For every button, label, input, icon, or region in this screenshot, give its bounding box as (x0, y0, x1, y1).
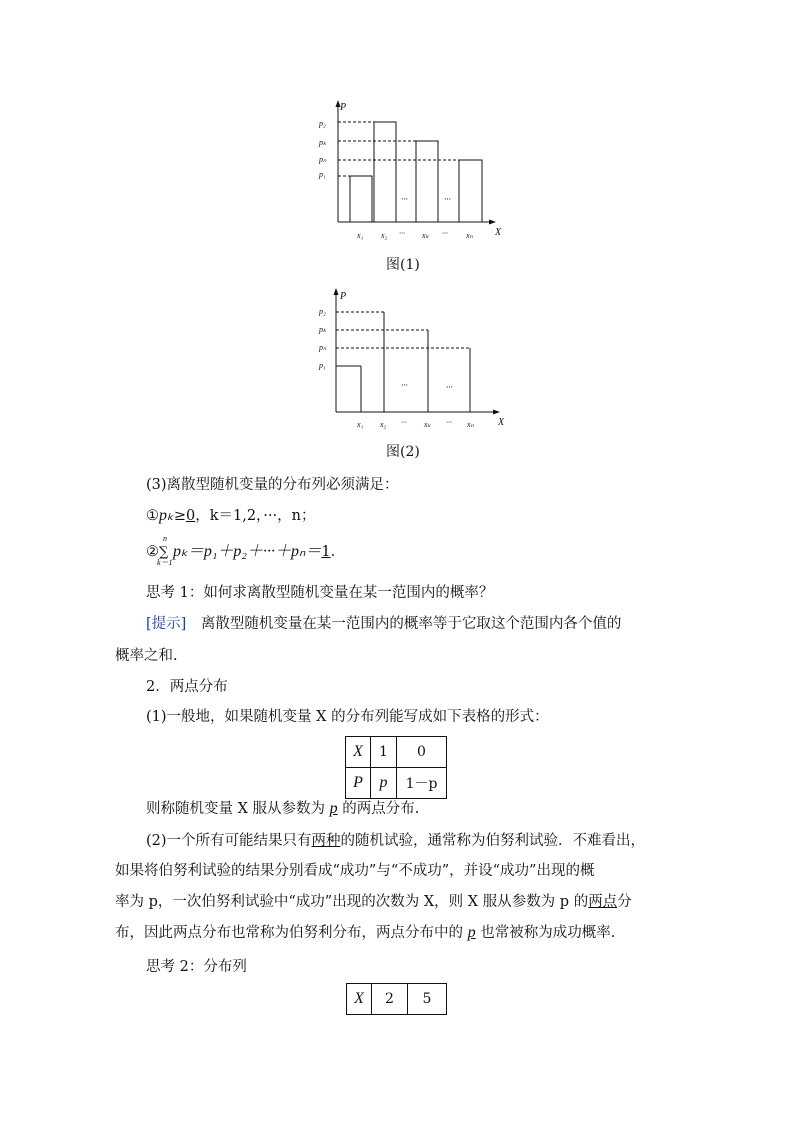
figure-1-bar-chart (312, 96, 512, 246)
fig1-ytick-p2: p₂ (319, 119, 326, 128)
table-row (346, 768, 447, 799)
cond2-end: . (330, 544, 336, 560)
p2-l1-b: 的随机试验，通常称为伯努利试验．不难看出， (340, 833, 646, 849)
paragraph-2-line-2: 如果将伯努利试验的结果分别看成“成功”与“不成功”，并设“成功”出现的概 (115, 863, 595, 879)
fig2-xtick-xn: xₙ (467, 420, 474, 429)
fig2-ytick-p1: p₁ (319, 361, 326, 370)
fig1-ytick-p1: p₁ (319, 170, 326, 179)
fig2-y-label: P (340, 291, 347, 302)
fig2-xtick-x1: x₁ (357, 420, 364, 429)
paragraph-2-line-1 (146, 831, 645, 851)
section-two-point: 2．两点分布 (146, 679, 228, 695)
p2-l3-a: 率为 p，一次伯努利试验中“成功”出现的次数为 X，则 X 服从参数为 p 的 (115, 894, 589, 910)
p2-l1-a: (2)一个所有可能结果只有 (146, 833, 312, 849)
fig1-ytick-pn: pₙ (319, 155, 327, 164)
think-2: 思考 2：分布列 (146, 959, 247, 975)
hint-line-1 (146, 614, 621, 634)
cond2-one: 1 (321, 544, 331, 560)
table-cell: 5 (408, 984, 447, 1015)
fig2-xtick-x2: x₂ (380, 420, 387, 429)
p1-after-a: 则称随机变量 X 服从参数为 (146, 801, 330, 817)
p2-l4-a: 布，因此两点分布也常称为伯努利分布，两点分布中的 (115, 925, 468, 941)
sum-symbol (157, 534, 173, 567)
fig1-xtick-xk: xₖ (422, 231, 429, 240)
fig2-x-arrow (493, 410, 500, 415)
sum-lower: k＝1 (157, 558, 173, 567)
p1-after-b: 的两点分布. (337, 801, 420, 817)
fig1-bar-k (416, 141, 438, 222)
cond2-circle: ② (146, 544, 159, 560)
hint-line-2: 概率之和. (115, 648, 178, 664)
cond2-expr: pₖ＝p₁＋p₂＋···＋pₙ＝ (173, 543, 322, 560)
fig2-ellipsis-2: ··· (446, 382, 453, 392)
fig1-ellipsis-2: ··· (444, 194, 451, 204)
table-cell: X (346, 737, 371, 768)
cond1-zero: 0 (185, 508, 196, 524)
fig1-x-arrow (489, 220, 496, 225)
fig2-xtick-dots2: ··· (446, 418, 452, 427)
fig2-x-label: X (498, 417, 505, 428)
think2-table (346, 983, 447, 1015)
p2-l4-b: 也常被称为成功概率. (475, 925, 616, 941)
paragraph-2-line-4 (115, 923, 615, 943)
paragraph-2-line-3 (115, 892, 632, 912)
fig2-caption: 图(2) (386, 444, 420, 460)
fig2-ytick-pk: pₖ (319, 325, 327, 334)
condition-1 (146, 506, 315, 526)
p2-l1-two: 两种 (311, 833, 341, 849)
fig1-x-label: X (495, 227, 502, 238)
table-cell: 1－p (397, 768, 447, 799)
fig2-ytick-p2: p₂ (319, 307, 326, 316)
p1-after-p: p (329, 800, 338, 817)
cond1-rest: ，k＝1,2，···，n； (195, 508, 316, 524)
fig1-xtick-dots2: ··· (442, 229, 448, 238)
sigma-glyph: ∑ (159, 545, 169, 560)
fig1-ytick-pk: pₖ (319, 138, 327, 147)
fig1-ellipsis-1: ··· (401, 194, 408, 204)
table-cell: p (371, 768, 397, 799)
cond1-circle: ① (146, 508, 159, 524)
fig1-xtick-xn: xₙ (466, 231, 473, 240)
conditions-intro: (3)离散型随机变量的分布列必须满足： (146, 477, 399, 493)
table-cell: 2 (372, 984, 408, 1015)
table-cell: 0 (397, 737, 447, 768)
condition-2 (146, 534, 336, 567)
think-1: 思考 1：如何求离散型随机变量在某一范围内的概率？ (146, 585, 494, 601)
paragraph-1: (1)一般地，如果随机变量 X 的分布列能写成如下表格的形式： (146, 709, 549, 725)
p2-l3-b: 分 (617, 894, 632, 910)
hint-label: [提示] (146, 616, 187, 632)
hint-body-1: 离散型随机变量在某一范围内的概率等于它取这个范围内各个值的 (186, 616, 622, 632)
fig1-caption: 图(1) (386, 257, 420, 273)
fig2-ytick-pn: pₙ (319, 343, 327, 352)
table-cell: X (347, 984, 372, 1015)
fig2-xtick-xk: xₖ (424, 420, 431, 429)
fig2-ellipsis-1: ··· (401, 380, 408, 390)
fig1-xtick-x2: x₂ (381, 231, 388, 240)
fig1-bar-2 (374, 122, 396, 222)
two-point-table (345, 736, 447, 799)
fig1-xtick-dots1: ··· (399, 229, 405, 238)
p2-l3-two: 两点 (588, 894, 618, 910)
table-row (347, 984, 447, 1015)
fig1-bar-n (459, 160, 482, 222)
fig2-xtick-dots1: ··· (401, 418, 407, 427)
table-cell: 1 (371, 737, 397, 768)
cond1-ge: ≥ (173, 508, 186, 524)
paragraph-1-after (146, 799, 419, 819)
fig1-y-label: P (340, 102, 347, 113)
sum-upper: n (163, 534, 167, 543)
table-cell: P (346, 768, 371, 799)
cond1-pk: pₖ (159, 507, 174, 524)
fig1-xtick-x1: x₁ (357, 231, 364, 240)
fig2-y-arrow (334, 288, 339, 295)
figure-2-line-chart (312, 284, 512, 434)
table-row (346, 737, 447, 768)
p2-l4-p: p (467, 924, 476, 941)
fig1-bar-1 (350, 176, 372, 222)
